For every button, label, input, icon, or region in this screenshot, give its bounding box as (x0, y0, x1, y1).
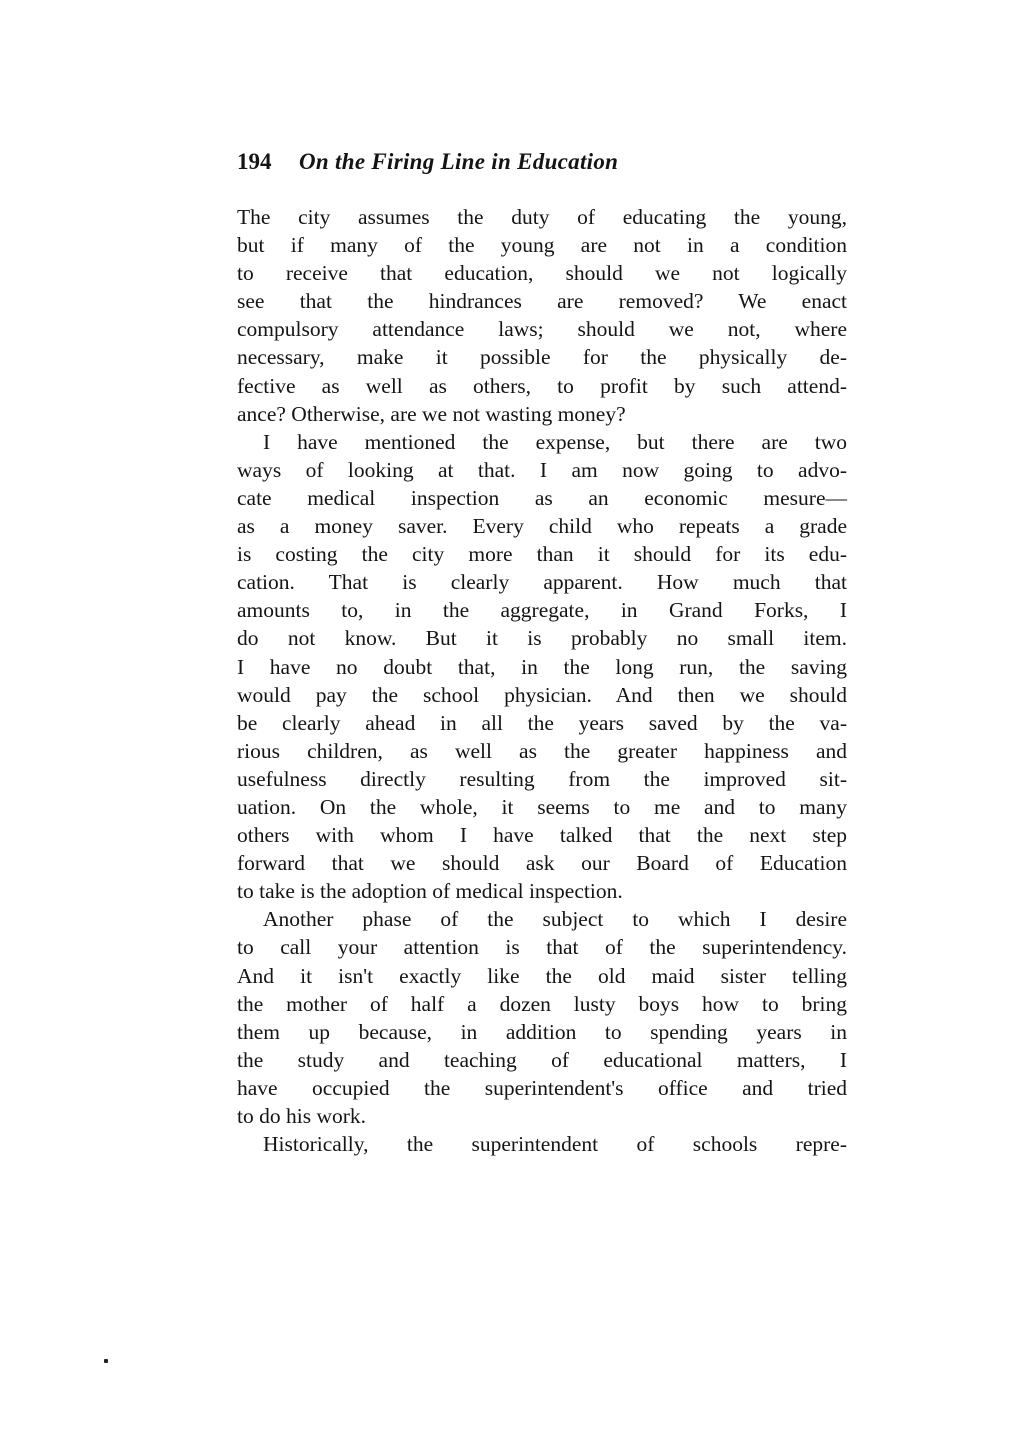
text-line: Historically, the superintendent of schools repre- (263, 1132, 847, 1157)
text-line: the study and teaching of educational matters, I (237, 1047, 847, 1072)
text-line: be clearly ahead in all the years saved by the va- (237, 710, 847, 735)
text-line: rious children, as well as the greater happiness and (237, 738, 847, 763)
text-line: uation. On the whole, it seems to me and to many (237, 794, 847, 819)
text-line: to take is the adoption of medical inspection. (237, 879, 623, 904)
text-line: necessary, make it possible for the physically de- (237, 345, 847, 370)
text-line: see that the hindrances are removed? We enact (237, 289, 847, 314)
text-line: others with whom I have talked that the next step (237, 823, 847, 848)
text-line: to call your attention is that of the superintendency. (237, 935, 847, 960)
scan-speck (104, 1359, 108, 1363)
text-line: I have mentioned the expense, but there are two (263, 429, 847, 454)
paragraph (237, 1130, 847, 1158)
text-line: I have no doubt that, in the long run, the saving (237, 654, 847, 679)
text-line: would pay the school physician. And then we should (237, 682, 847, 707)
text-line: to receive that education, should we not logically (237, 261, 847, 286)
text-line: compulsory attendance laws; should we not, where (237, 317, 847, 342)
text-line: amounts to, in the aggregate, in Grand Forks, I (237, 598, 847, 623)
text-line: have occupied the superintendent's office and tried (237, 1075, 847, 1100)
text-line: And it isn't exactly like the old maid sister telling (237, 963, 847, 988)
text-line: The city assumes the duty of educating the young, (237, 205, 847, 229)
page-number: 194 (237, 149, 272, 174)
text-line: usefulness directly resulting from the improved sit- (237, 766, 847, 791)
text-line: cation. That is clearly apparent. How much that (237, 570, 847, 595)
text-line: fective as well as others, to profit by such attend- (237, 373, 847, 398)
text-line: as a money saver. Every child who repeats a grade (237, 514, 847, 539)
text-line: but if many of the young are not in a condition (237, 233, 847, 258)
book-title: On the Firing Line in Education (299, 149, 619, 174)
text-line: do not know. But it is probably no small item. (237, 626, 847, 651)
running-head (237, 146, 857, 178)
text-line: cate medical inspection as an economic mesure— (237, 485, 847, 510)
body-text (237, 203, 847, 1158)
paragraph (237, 905, 847, 1130)
text-line: ways of looking at that. I am now going to advo- (237, 457, 847, 482)
text-line: forward that we should ask our Board of Education (237, 851, 847, 876)
text-line: the mother of half a dozen lusty boys how to bring (237, 991, 847, 1016)
text-line: Another phase of the subject to which I desire (263, 907, 847, 932)
text-line: is costing the city more than it should for its edu- (237, 542, 847, 567)
text-line: them up because, in addition to spending years in (237, 1019, 847, 1044)
text-line: ance? Otherwise, are we not wasting money? (237, 401, 626, 426)
text-line: to do his work. (237, 1104, 366, 1128)
paragraph (237, 203, 847, 428)
paragraph (237, 428, 847, 906)
